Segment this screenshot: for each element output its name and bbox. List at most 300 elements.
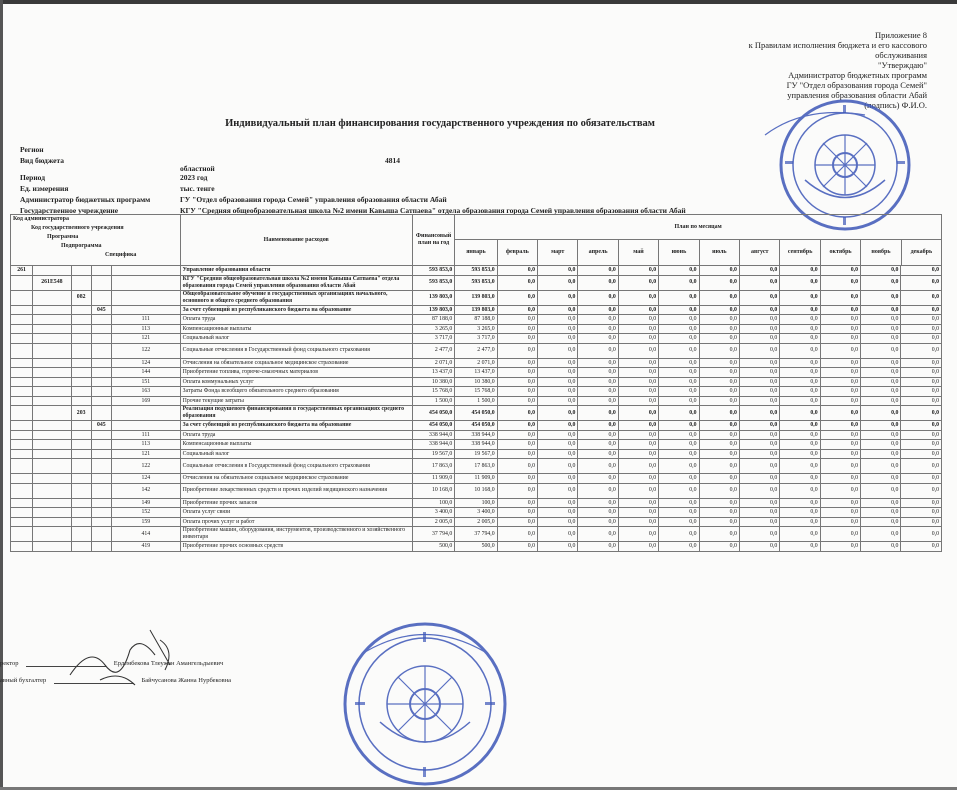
- month-value-cell: 0,0: [820, 508, 860, 518]
- month-value-cell: 19 567,0: [455, 449, 497, 459]
- month-value-cell: 0,0: [780, 315, 820, 325]
- unit-value: тыс. тенге: [180, 184, 215, 193]
- month-value-cell: 0,0: [820, 430, 860, 440]
- month-value-cell: 0,0: [618, 527, 658, 542]
- month-value-cell: 0,0: [739, 358, 779, 368]
- month-value-cell: 0,0: [780, 290, 820, 305]
- month-value-cell: 0,0: [659, 508, 699, 518]
- document-title: Индивидуальный план финансирования государственного учреждения по обязательствам: [225, 118, 655, 129]
- month-value-cell: 0,0: [578, 474, 618, 484]
- expense-name-cell: Социальные отчисления в Государственный фонд социального страхования: [180, 343, 412, 358]
- month-value-cell: 0,0: [699, 368, 739, 378]
- month-value-cell: 0,0: [901, 406, 942, 421]
- month-value-cell: 0,0: [578, 343, 618, 358]
- month-value-cell: 0,0: [538, 396, 578, 406]
- month-value-cell: 0,0: [820, 449, 860, 459]
- code-subprogram-cell: [91, 440, 111, 450]
- month-value-cell: 0,0: [901, 358, 942, 368]
- month-value-cell: 0,0: [699, 324, 739, 334]
- director-name: Ердембекова Тлеужан Амангельдыевич: [113, 660, 224, 667]
- month-value-cell: 0,0: [659, 459, 699, 474]
- code-institution-cell: [33, 406, 71, 421]
- month-value-cell: 0,0: [618, 305, 658, 315]
- month-value-cell: 0,0: [618, 542, 658, 552]
- month-value-cell: 0,0: [820, 474, 860, 484]
- month-value-cell: 0,0: [538, 474, 578, 484]
- code-specific-cell: 149: [111, 498, 180, 508]
- month-value-cell: 0,0: [901, 343, 942, 358]
- code-institution-cell: [33, 358, 71, 368]
- expense-name-cell: Приобретение топлива, горюче-смазочных материалов: [180, 368, 412, 378]
- month-value-cell: 0,0: [739, 517, 779, 527]
- month-value-cell: 0,0: [618, 334, 658, 344]
- code-institution-cell: [33, 421, 71, 431]
- month-value-cell: 0,0: [659, 387, 699, 397]
- month-value-cell: 0,0: [618, 508, 658, 518]
- month-value-cell: 0,0: [659, 430, 699, 440]
- month-value-cell: 0,0: [659, 358, 699, 368]
- budget-type-label: Вид бюджета: [20, 156, 65, 165]
- month-value-cell: 0,0: [739, 396, 779, 406]
- table-row: [11, 508, 942, 518]
- month-value-cell: 2 005,0: [455, 517, 497, 527]
- code-specific-cell: [111, 275, 180, 290]
- annual-plan-cell: 2 005,0: [412, 517, 454, 527]
- month-value-cell: 0,0: [578, 290, 618, 305]
- table-row: [11, 449, 942, 459]
- month-value-cell: 0,0: [659, 266, 699, 276]
- month-value-cell: 0,0: [578, 449, 618, 459]
- annual-plan-cell: 593 853,0: [412, 266, 454, 276]
- month-value-cell: 139 803,0: [455, 305, 497, 315]
- code-institution-cell: [33, 368, 71, 378]
- month-value-cell: 0,0: [538, 421, 578, 431]
- scan-edge-top: [0, 0, 957, 4]
- header-month: январь: [455, 240, 497, 265]
- code-subprogram-cell: [91, 290, 111, 305]
- month-value-cell: 0,0: [901, 290, 942, 305]
- code-subprogram-cell: [91, 358, 111, 368]
- expense-name-cell: Управление образования области: [180, 266, 412, 276]
- header-program: Программа: [47, 234, 79, 240]
- month-value-cell: 0,0: [739, 275, 779, 290]
- table-row: [11, 483, 942, 498]
- month-value-cell: 0,0: [497, 358, 537, 368]
- header-row: [11, 215, 942, 266]
- month-value-cell: 0,0: [578, 324, 618, 334]
- month-value-cell: 0,0: [497, 449, 537, 459]
- appendix-line: (подпись) Ф.И.О.: [864, 100, 927, 110]
- month-value-cell: 0,0: [901, 517, 942, 527]
- code-program-cell: [71, 315, 91, 325]
- month-value-cell: 0,0: [659, 449, 699, 459]
- month-value-cell: 0,0: [820, 498, 860, 508]
- month-value-cell: 0,0: [497, 368, 537, 378]
- code-admin-cell: [11, 421, 33, 431]
- month-value-cell: 0,0: [618, 290, 658, 305]
- month-value-cell: 0,0: [578, 406, 618, 421]
- table-row: [11, 275, 942, 290]
- annual-plan-cell: 1 500,0: [412, 396, 454, 406]
- expense-name-cell: Оплата коммунальных услуг: [180, 377, 412, 387]
- code-admin-cell: [11, 368, 33, 378]
- month-value-cell: 0,0: [618, 459, 658, 474]
- month-value-cell: 0,0: [538, 430, 578, 440]
- code-program-cell: [71, 498, 91, 508]
- month-value-cell: 0,0: [780, 440, 820, 450]
- header-month: октябрь: [821, 240, 861, 265]
- month-value-cell: 0,0: [699, 498, 739, 508]
- month-value-cell: 0,0: [820, 324, 860, 334]
- month-value-cell: 0,0: [699, 449, 739, 459]
- month-value-cell: 0,0: [699, 406, 739, 421]
- month-value-cell: 0,0: [538, 315, 578, 325]
- month-value-cell: 0,0: [901, 315, 942, 325]
- code-specific-cell: 113: [111, 324, 180, 334]
- code-program-cell: [71, 542, 91, 552]
- code-specific-cell: 151: [111, 377, 180, 387]
- month-value-cell: 0,0: [538, 508, 578, 518]
- month-value-cell: 0,0: [780, 517, 820, 527]
- month-value-cell: 454 050,0: [455, 406, 497, 421]
- month-value-cell: 0,0: [497, 275, 537, 290]
- month-value-cell: 0,0: [659, 542, 699, 552]
- month-value-cell: 0,0: [578, 377, 618, 387]
- code-subprogram-cell: 045: [91, 305, 111, 315]
- month-value-cell: 0,0: [497, 387, 537, 397]
- month-value-cell: 0,0: [699, 421, 739, 431]
- month-value-cell: 0,0: [538, 527, 578, 542]
- month-value-cell: 0,0: [699, 517, 739, 527]
- month-value-cell: 0,0: [659, 368, 699, 378]
- month-value-cell: 0,0: [780, 387, 820, 397]
- code-admin-cell: 261: [11, 266, 33, 276]
- code-subprogram-cell: [91, 406, 111, 421]
- month-value-cell: 0,0: [538, 324, 578, 334]
- month-value-cell: 0,0: [618, 266, 658, 276]
- month-value-cell: 0,0: [901, 527, 942, 542]
- code-institution-cell: 261E548: [33, 275, 71, 290]
- month-value-cell: 100,0: [455, 498, 497, 508]
- month-value-cell: 0,0: [659, 290, 699, 305]
- expense-name-cell: Затраты Фонда всеобщего обязательного среднего образования: [180, 387, 412, 397]
- month-value-cell: 0,0: [659, 324, 699, 334]
- month-value-cell: 0,0: [578, 334, 618, 344]
- institution-value: КГУ "Средняя общеобразовательная школа №2 имени Кавыша Сатпаева" отдела образования города Семей управления образования области Абай: [180, 206, 686, 215]
- month-value-cell: 0,0: [861, 343, 901, 358]
- code-program-cell: [71, 483, 91, 498]
- code-specific-cell: 124: [111, 474, 180, 484]
- month-value-cell: 0,0: [861, 406, 901, 421]
- code-subprogram-cell: [91, 498, 111, 508]
- code-subprogram-cell: [91, 449, 111, 459]
- month-value-cell: 0,0: [901, 396, 942, 406]
- code-admin-cell: [11, 430, 33, 440]
- month-value-cell: 0,0: [901, 449, 942, 459]
- month-value-cell: 0,0: [659, 396, 699, 406]
- month-value-cell: 0,0: [861, 275, 901, 290]
- month-value-cell: 0,0: [618, 474, 658, 484]
- month-value-cell: 0,0: [861, 396, 901, 406]
- code-admin-cell: [11, 387, 33, 397]
- month-value-cell: 0,0: [780, 483, 820, 498]
- month-value-cell: 0,0: [780, 449, 820, 459]
- month-value-cell: 0,0: [739, 527, 779, 542]
- month-value-cell: 0,0: [780, 334, 820, 344]
- month-value-cell: 0,0: [699, 358, 739, 368]
- code-program-cell: [71, 396, 91, 406]
- signature-scribble-icon: [60, 625, 180, 695]
- code-subprogram-cell: [91, 275, 111, 290]
- month-value-cell: 0,0: [780, 527, 820, 542]
- month-value-cell: 0,0: [497, 377, 537, 387]
- month-value-cell: 0,0: [538, 377, 578, 387]
- header-admin-code: Код администратора: [13, 216, 69, 222]
- header-month: май: [619, 240, 659, 265]
- institution-label: Государственное учреждение: [20, 206, 119, 215]
- month-value-cell: 0,0: [578, 483, 618, 498]
- header-month: август: [740, 240, 780, 265]
- month-value-cell: 593 853,0: [455, 275, 497, 290]
- period-label: Период: [20, 173, 45, 182]
- month-value-cell: 0,0: [497, 440, 537, 450]
- month-value-cell: 0,0: [497, 406, 537, 421]
- table-row: [11, 396, 942, 406]
- code-specific-cell: 111: [111, 315, 180, 325]
- header-month: февраль: [498, 240, 538, 265]
- month-value-cell: 0,0: [497, 527, 537, 542]
- month-value-cell: 0,0: [497, 483, 537, 498]
- code-subprogram-cell: [91, 517, 111, 527]
- month-value-cell: 0,0: [659, 483, 699, 498]
- code-specific-cell: 142: [111, 483, 180, 498]
- table-row: [11, 368, 942, 378]
- code-admin-cell: [11, 343, 33, 358]
- month-value-cell: 0,0: [861, 266, 901, 276]
- month-value-cell: 0,0: [699, 474, 739, 484]
- month-value-cell: 0,0: [699, 440, 739, 450]
- month-value-cell: 0,0: [497, 430, 537, 440]
- month-value-cell: 0,0: [538, 498, 578, 508]
- code-program-cell: [71, 517, 91, 527]
- code-institution-cell: [33, 315, 71, 325]
- code-institution-cell: [33, 396, 71, 406]
- month-value-cell: 0,0: [861, 459, 901, 474]
- month-value-cell: 0,0: [901, 440, 942, 450]
- month-value-cell: 0,0: [538, 275, 578, 290]
- code-institution-cell: [33, 387, 71, 397]
- month-value-cell: 0,0: [699, 266, 739, 276]
- code-admin-cell: [11, 290, 33, 305]
- month-value-cell: 0,0: [820, 377, 860, 387]
- month-value-cell: 0,0: [618, 324, 658, 334]
- code-admin-cell: [11, 508, 33, 518]
- month-value-cell: 0,0: [861, 449, 901, 459]
- month-value-cell: 0,0: [497, 396, 537, 406]
- budget-code: 4814: [385, 156, 400, 165]
- month-value-cell: 0,0: [618, 368, 658, 378]
- month-value-cell: 0,0: [739, 406, 779, 421]
- month-value-cell: 11 909,0: [455, 474, 497, 484]
- month-value-cell: 3 717,0: [455, 334, 497, 344]
- month-value-cell: 0,0: [861, 483, 901, 498]
- code-specific-cell: [111, 266, 180, 276]
- month-value-cell: 0,0: [780, 266, 820, 276]
- month-value-cell: 338 944,0: [455, 430, 497, 440]
- month-value-cell: 0,0: [861, 368, 901, 378]
- expense-name-cell: Оплата услуг связи: [180, 508, 412, 518]
- month-value-cell: 1 500,0: [455, 396, 497, 406]
- accountant-label: авный бухгалтер: [0, 677, 47, 684]
- code-subprogram-cell: [91, 542, 111, 552]
- table-row: [11, 358, 942, 368]
- code-program-cell: 082: [71, 290, 91, 305]
- approve-label: "Утверждаю": [878, 60, 927, 70]
- expense-name-cell: Оплата труда: [180, 315, 412, 325]
- month-value-cell: 0,0: [699, 430, 739, 440]
- month-value-cell: 0,0: [739, 368, 779, 378]
- code-specific-cell: 122: [111, 343, 180, 358]
- month-value-cell: 0,0: [861, 527, 901, 542]
- code-institution-cell: [33, 474, 71, 484]
- code-program-cell: [71, 305, 91, 315]
- table-row: [11, 498, 942, 508]
- month-value-cell: 2 477,0: [455, 343, 497, 358]
- code-admin-cell: [11, 305, 33, 315]
- month-value-cell: 0,0: [618, 449, 658, 459]
- month-value-cell: 0,0: [820, 483, 860, 498]
- expense-name-cell: Приобретение лекарственных средств и прочих изделий медицинского назначения: [180, 483, 412, 498]
- expense-name-cell: Приобретение машин, оборудования, инструментов, производственного и хозяйственного инвентаря: [180, 527, 412, 542]
- month-value-cell: 0,0: [538, 305, 578, 315]
- month-value-cell: 0,0: [538, 290, 578, 305]
- month-value-cell: 0,0: [901, 334, 942, 344]
- month-value-cell: 0,0: [861, 498, 901, 508]
- month-value-cell: 0,0: [659, 440, 699, 450]
- month-value-cell: 0,0: [659, 377, 699, 387]
- code-specific-cell: 111: [111, 430, 180, 440]
- annual-plan-cell: 19 567,0: [412, 449, 454, 459]
- table-row: [11, 305, 942, 315]
- month-value-cell: 0,0: [618, 421, 658, 431]
- expense-name-cell: Приобретение прочих запасов: [180, 498, 412, 508]
- table-row: [11, 266, 942, 276]
- expense-name-cell: Приобретение прочих основных средств: [180, 542, 412, 552]
- month-value-cell: 0,0: [820, 305, 860, 315]
- month-value-cell: 0,0: [497, 421, 537, 431]
- annual-plan-cell: 3 265,0: [412, 324, 454, 334]
- month-value-cell: 0,0: [901, 387, 942, 397]
- month-value-cell: 0,0: [901, 542, 942, 552]
- code-admin-cell: [11, 334, 33, 344]
- month-value-cell: 0,0: [780, 377, 820, 387]
- month-value-cell: 0,0: [820, 343, 860, 358]
- month-value-cell: 0,0: [739, 542, 779, 552]
- month-value-cell: 0,0: [861, 542, 901, 552]
- month-value-cell: 0,0: [861, 334, 901, 344]
- month-value-cell: 0,0: [497, 315, 537, 325]
- month-value-cell: 0,0: [618, 406, 658, 421]
- month-value-cell: 0,0: [861, 377, 901, 387]
- code-specific-cell: 124: [111, 358, 180, 368]
- header-month: март: [538, 240, 578, 265]
- month-value-cell: 0,0: [699, 343, 739, 358]
- month-value-cell: 0,0: [578, 368, 618, 378]
- appendix-line: ГУ "Отдел образования города Семей": [786, 80, 927, 90]
- month-value-cell: 0,0: [538, 343, 578, 358]
- appendix-line: обслуживания: [875, 50, 927, 60]
- code-institution-cell: [33, 440, 71, 450]
- annual-plan-cell: 2 071,0: [412, 358, 454, 368]
- month-value-cell: 0,0: [820, 266, 860, 276]
- month-value-cell: 0,0: [659, 421, 699, 431]
- month-value-cell: 0,0: [538, 483, 578, 498]
- month-value-cell: 0,0: [901, 483, 942, 498]
- code-headers: [11, 215, 181, 266]
- code-specific-cell: 159: [111, 517, 180, 527]
- header-monthly-group: [455, 215, 942, 266]
- admin-value: ГУ "Отдел образования города Семей" управления образования области Абай: [180, 195, 447, 204]
- code-program-cell: [71, 343, 91, 358]
- annual-plan-cell: 11 909,0: [412, 474, 454, 484]
- month-value-cell: 3 265,0: [455, 324, 497, 334]
- code-admin-cell: [11, 474, 33, 484]
- header-specific: Специфика: [105, 252, 137, 258]
- month-value-cell: 0,0: [739, 508, 779, 518]
- month-value-cell: 0,0: [578, 527, 618, 542]
- month-value-cell: 0,0: [739, 474, 779, 484]
- code-institution-cell: [33, 449, 71, 459]
- month-value-cell: 13 437,0: [455, 368, 497, 378]
- month-value-cell: 0,0: [578, 459, 618, 474]
- table-body: [11, 266, 942, 552]
- month-value-cell: 0,0: [578, 542, 618, 552]
- code-specific-cell: 169: [111, 396, 180, 406]
- month-value-cell: 0,0: [578, 358, 618, 368]
- month-value-cell: 0,0: [699, 508, 739, 518]
- code-subprogram-cell: [91, 387, 111, 397]
- code-specific-cell: [111, 305, 180, 315]
- month-value-cell: 0,0: [699, 459, 739, 474]
- code-admin-cell: [11, 542, 33, 552]
- expense-name-cell: Отчисления на обязательное социальное медицинское страхование: [180, 474, 412, 484]
- month-value-cell: 0,0: [861, 430, 901, 440]
- annual-plan-cell: 500,0: [412, 542, 454, 552]
- code-admin-cell: [11, 358, 33, 368]
- accountant-name: Байчусанова Жанна Нурбековна: [141, 677, 232, 684]
- month-value-cell: 0,0: [578, 387, 618, 397]
- month-value-cell: 0,0: [699, 315, 739, 325]
- code-subprogram-cell: [91, 266, 111, 276]
- table-row: [11, 324, 942, 334]
- month-value-cell: 0,0: [578, 266, 618, 276]
- annual-plan-cell: 2 477,0: [412, 343, 454, 358]
- month-value-cell: 0,0: [820, 440, 860, 450]
- financing-plan-table: [10, 214, 942, 552]
- code-institution-cell: [33, 290, 71, 305]
- month-value-cell: 0,0: [901, 508, 942, 518]
- code-admin-cell: [11, 324, 33, 334]
- code-subprogram-cell: [91, 508, 111, 518]
- month-value-cell: 0,0: [780, 542, 820, 552]
- month-value-cell: 0,0: [820, 517, 860, 527]
- month-value-cell: 0,0: [780, 275, 820, 290]
- month-value-cell: 0,0: [739, 305, 779, 315]
- month-value-cell: 0,0: [538, 368, 578, 378]
- code-institution-cell: [33, 498, 71, 508]
- code-program-cell: [71, 368, 91, 378]
- month-value-cell: 0,0: [901, 498, 942, 508]
